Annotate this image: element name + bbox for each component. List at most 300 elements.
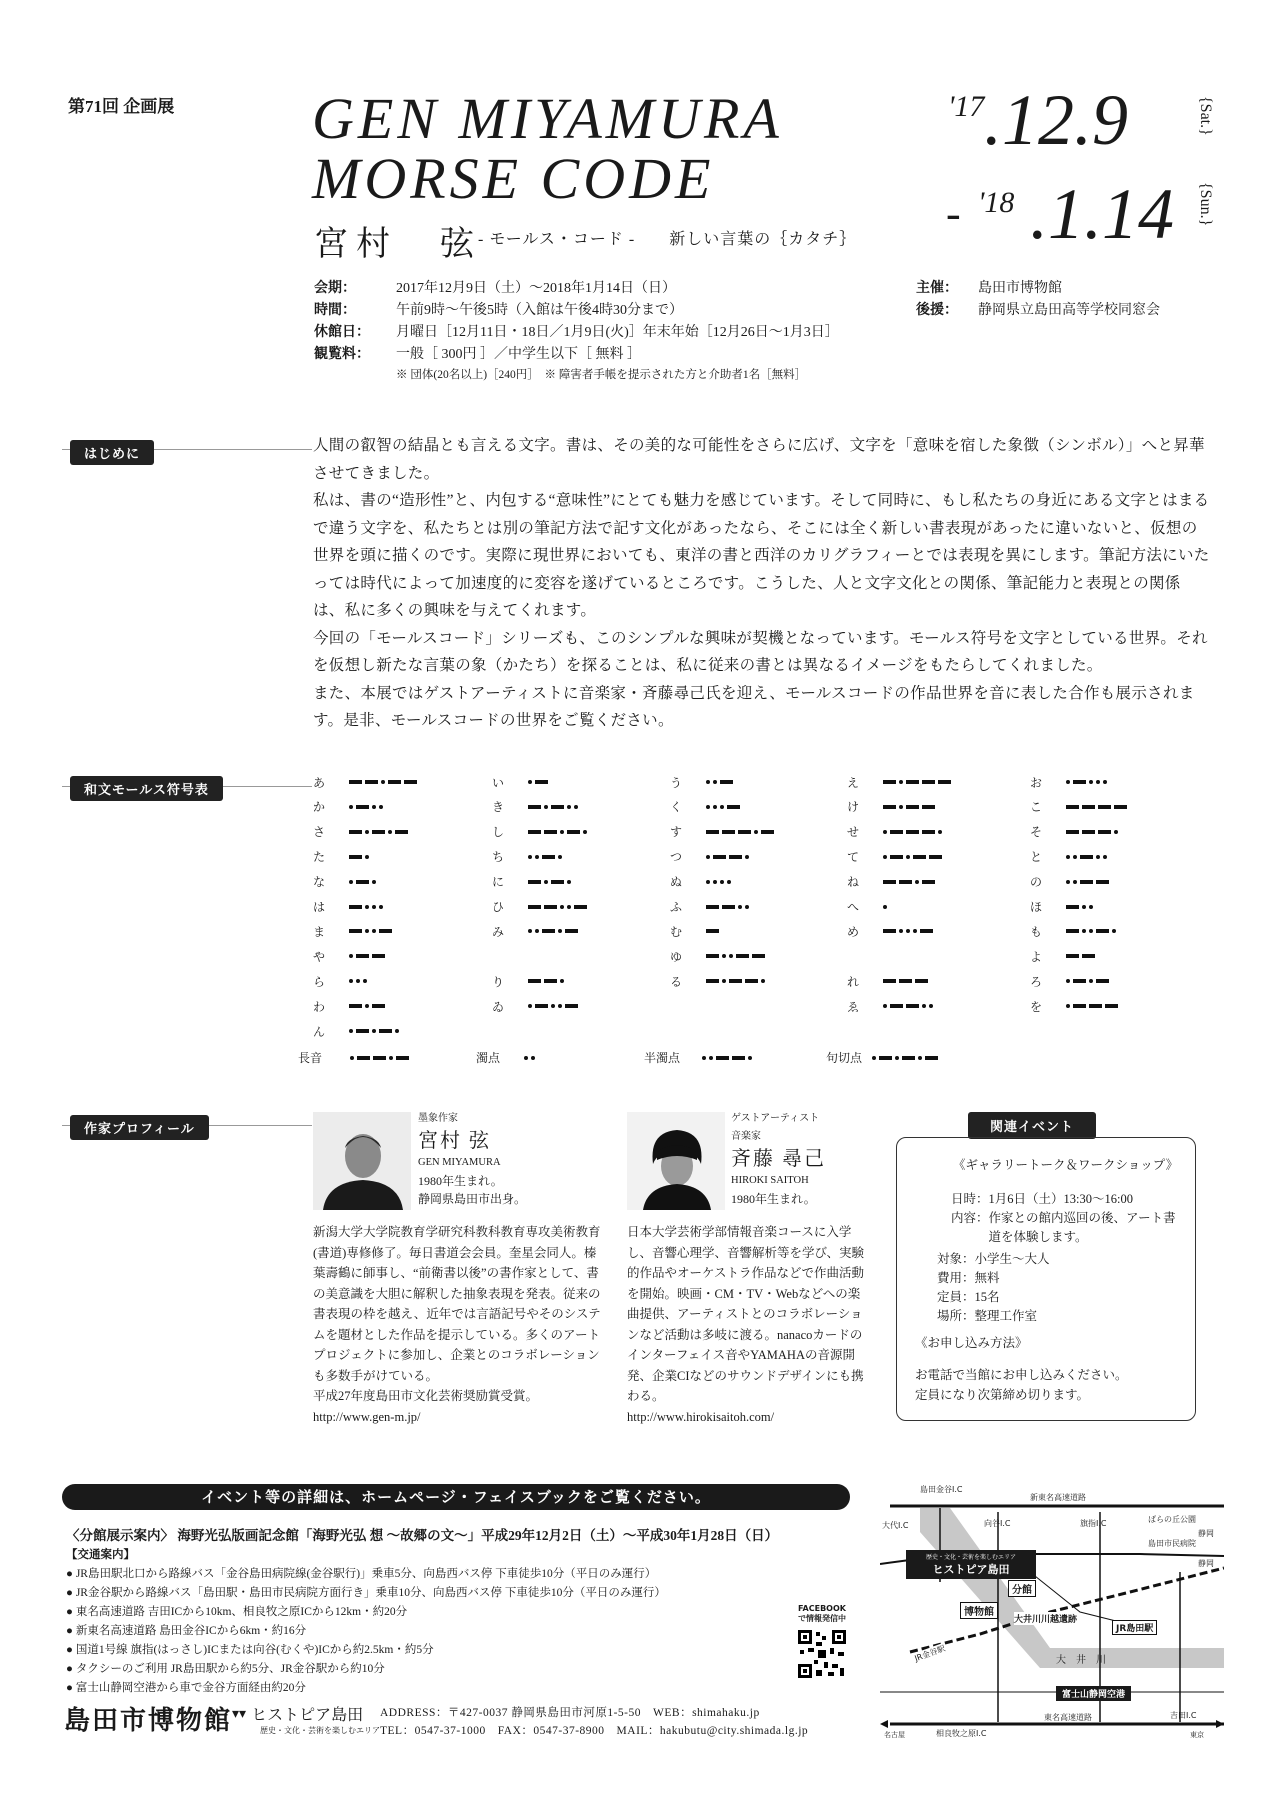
facebook-line-1: FACEBOOK [798,1604,846,1613]
artist-bio-text: 新潟大学大学院教育学研究科教科教育専攻美術教育(書道)専修修了。毎日書道会会員。奎星会同人。榛葉壽鶴に師事し、“前衛書以後”の書作家として、書の美意識を大胆に解釈した抽象表現を発表。従来の書表現の枠を越え、近年では言語記号やそのシステムを題材とした作品を提示している。多くのアートプロジェクトに参加し、企業とのコラボレーションも多数手がけている。 [313,1225,601,1383]
morse-dash [356,880,369,884]
morse-dash [542,855,555,859]
morse-dash [365,780,378,784]
access-item: ● JR島田駅北口から路線バス「金谷島田病院線(金谷駅行)」乗車5分、向島西バス停 下車徒歩10分（平日のみ運行） [66,1568,657,1580]
map-label-shimada-kanaya-ic: 島田金谷I.C [920,1485,963,1494]
morse-dot [365,905,369,909]
branch-info: 〈分館展示案内〉 海野光弘版画記念館「海野光弘 想 ～故郷の文～」平成29年12月2日（土）～平成30年1月28日（日） [66,1528,779,1543]
morse-kana: こ [1030,800,1043,815]
map-histopia-tag: 歴史・文化・芸術を楽しむエリア [925,1554,1016,1561]
morse-code [706,954,765,958]
morse-kana: け [847,800,860,815]
morse-dot [1103,780,1107,784]
morse-entry [847,823,942,841]
morse-code [1066,954,1095,958]
morse-dash [395,830,408,834]
morse-dot [906,855,910,859]
morse-kana: せ [847,825,860,840]
qr-code[interactable] [798,1630,846,1678]
morse-dash [1080,855,1093,859]
morse-dash [1066,929,1079,933]
morse-dot [706,780,710,784]
morse-code [706,905,749,909]
morse-kana: ほ [1030,900,1043,914]
morse-kana: つ [670,850,683,865]
morse-dot [1089,905,1093,909]
morse-dash [1082,805,1095,809]
morse-dash [720,780,733,784]
morse-dash [528,979,541,983]
morse-entry [1030,823,1118,841]
event-apply-title: 《お申し込み方法》 [915,1336,1028,1350]
morse-kana: い [492,775,505,790]
morse-entry [847,972,928,990]
morse-entry [847,922,933,940]
morse-entry [313,972,367,990]
morse-dash [396,1056,409,1060]
guest-name-en: HIROKI SAITOH [731,1175,809,1186]
morse-dash [1082,830,1095,834]
date-end-year: '18 [978,186,1015,219]
morse-code [528,805,578,809]
morse-kana: ひ [492,900,505,914]
subtitle: - モールス・コード - 新しい言葉の｛カタチ｝ [478,231,857,248]
map-label-oiwake-ic: 大代I.C [882,1521,909,1530]
morse-dot [528,1004,532,1008]
morse-dot [1089,929,1093,933]
morse-dash [922,780,935,784]
morse-entry [670,798,740,816]
event-label: 関連イベント [968,1112,1096,1139]
morse-entry [670,873,731,891]
morse-dash [356,805,369,809]
morse-dot [1089,780,1093,784]
morse-dot [883,855,887,859]
morse-dot [883,905,887,909]
morse-dash [1073,1004,1086,1008]
morse-entry [313,922,392,940]
morse-dot [349,1029,353,1033]
morse-dot [535,929,539,933]
morse-dash [883,780,896,784]
morse-dot [745,905,749,909]
morse-code [528,905,587,909]
morse-dash [883,805,896,809]
access-item: ● 富士山静岡空港から車で金谷方面経由約20分 [66,1682,306,1694]
organizer-label: 主催： [916,281,958,296]
morse-kana: 句切点 [826,1051,863,1066]
morse-dash [1089,1004,1102,1008]
intro-paragraph: 人間の叡智の結晶とも言える文字。書は、その美的な可能性をさらに広げ、文字を「意味を宿した象徴（シンボル）」へと昇華させてきました。 [313,437,1205,482]
morse-entry [847,997,933,1015]
morse-dash [1066,954,1079,958]
morse-dot [560,905,564,909]
morse-dash [1066,905,1079,909]
morse-entry [670,922,719,940]
morse-code [1066,979,1109,983]
morse-code [1066,830,1118,834]
morse-entry [313,823,408,841]
map-label-bunkan: 分館 [1008,1580,1036,1597]
morse-kana: ふ [670,900,683,914]
morse-code [1066,780,1107,784]
guest-url[interactable]: http://www.hirokisaitoh.com/ [627,1409,775,1424]
support-value: 静岡県立島田高等学校同窓会 [978,303,1160,318]
exhibition-number: 第71回 企画展 [68,97,175,116]
morse-dot [372,1029,376,1033]
morse-dot [558,929,562,933]
morse-entry [1030,848,1107,866]
morse-dot [706,805,710,809]
morse-dot [528,855,532,859]
morse-dash [722,830,735,834]
address-line: ADDRESS：〒427-0037 静岡県島田市河原1-5-50 WEB：shimahaku.jp [380,1707,760,1719]
morse-dash [745,979,758,983]
morse-dash [574,905,587,909]
morse-entry [1030,873,1109,891]
morse-dash [899,880,912,884]
morse-kana: ろ [1030,974,1043,989]
morse-dot [365,929,369,933]
morse-dash [922,880,935,884]
morse-code [349,1004,385,1008]
intro-paragraph: また、本展ではゲストアーティストに音楽家・斉藤尋己氏を迎え、モールスコードの作品世界を音に表した合作も展示されます。是非、モールスコードの世界をご覧ください。 [313,684,1195,729]
morse-dot [906,929,910,933]
morse-dot [583,830,587,834]
morse-dash [883,979,896,983]
morse-code [1066,905,1093,909]
morse-dot [1066,880,1070,884]
facebook-label [792,1604,852,1624]
morse-dash [1105,1004,1118,1008]
morse-dot [713,780,717,784]
morse-code [349,780,417,784]
morse-dot [363,979,367,983]
map-label-tokyo: 東京 [1190,1731,1204,1739]
event-target-value: 小学生～大人 [974,1252,1050,1266]
morse-dash [1096,880,1109,884]
morse-kana: お [1030,775,1043,790]
morse-kana: る [670,974,683,989]
artist-name: 宮村 弦 [418,1130,491,1152]
artist-name-en: GEN MIYAMURA [418,1157,501,1168]
guest-info [731,1110,826,1208]
morse-dot [349,954,353,958]
access-item: ● 国道1号線 旗指(はっさし)ICまたは向谷(むくや)ICから約2.5km・約5分 [66,1644,434,1656]
morse-code [883,805,935,809]
morse-kana: し [492,825,505,840]
organizer-info [916,278,1216,322]
morse-dash [1080,880,1093,884]
morse-code [706,929,719,933]
morse-dash [388,780,401,784]
morse-dash [535,780,548,784]
access-info [66,1546,806,1698]
morse-dash [706,830,719,834]
hours-value: 午前9時～午後5時（入館は午後4時30分まで） [396,303,683,318]
morse-entry [313,947,385,965]
morse-dash [938,780,951,784]
morse-code [528,855,562,859]
date-end-prefix: - [946,189,961,238]
guest-role-2: 音楽家 [731,1131,761,1142]
morse-entry [313,798,383,816]
morse-dot [381,780,385,784]
morse-code [1066,855,1107,859]
morse-dash [404,780,417,784]
morse-code [702,1056,752,1060]
morse-dot [748,1056,752,1060]
morse-entry [670,947,765,965]
event-date-label: 日時： [951,1192,989,1206]
morse-dot [754,830,758,834]
morse-dash [1096,929,1109,933]
morse-code [706,780,733,784]
intro-paragraph: 今回の「モールスコード」シリーズも、このシンプルな興味が契機となっています。モールス符号を文字としている世界。それを仮想し新たな言葉の象（かたち）を探ることは、私に従来の書とは異なるイメージをもたらしてくれました。 [313,629,1208,674]
date-end-weekday: {Sun.} [1197,182,1214,227]
morse-dash [349,830,362,834]
morse-entry [670,773,733,791]
morse-dash [890,1004,903,1008]
guest-bio [627,1222,867,1427]
morse-dot [365,830,369,834]
morse-kana: な [313,875,326,890]
morse-dot [567,805,571,809]
morse-dash [379,929,392,933]
morse-kana: く [670,800,683,815]
access-item: ● 東名高速道路 吉田ICから10km、相良牧之原ICから12km・約20分 [66,1606,408,1618]
morse-code [349,954,385,958]
morse-code [349,929,392,933]
morse-dot [1089,979,1093,983]
morse-dot [349,979,353,983]
access-item: ● JR金谷駅から路線バス「島田駅・島田市民病院方面行き」乗車10分、向島西バス停 下車徒歩10分（平日のみ運行） [66,1587,666,1599]
event-apply-line-2: 定員になり次第締め切ります。 [915,1388,1090,1402]
morse-entry [492,898,587,916]
morse-kana: む [670,924,683,939]
date-start-weekday: {Sat.} [1197,96,1214,136]
morse-dash [356,954,369,958]
morse-kana: ん [313,1024,326,1039]
morse-dot [1082,929,1086,933]
morse-dot [372,880,376,884]
access-item: ● タクシーのご利用 JR島田駅から約5分、JR金谷駅から約10分 [66,1663,385,1675]
morse-dash [729,979,742,983]
hours-label: 時間： [314,303,356,318]
morse-dash [565,929,578,933]
morse-kana: て [847,850,860,865]
artist-info [418,1110,526,1208]
morse-entry [847,798,935,816]
morse-dot [713,805,717,809]
morse-code [872,1056,938,1060]
map-label-mukoya-ic: 向谷I.C [984,1519,1011,1528]
morse-code [349,830,408,834]
morse-entry [492,922,578,940]
morse-entry [847,773,951,791]
morse-dot [551,1004,555,1008]
morse-dot [1073,855,1077,859]
morse-dot [558,1004,562,1008]
morse-dot [915,880,919,884]
morse-dot [722,954,726,958]
morse-entry [847,873,935,891]
morse-entry [492,997,578,1015]
morse-dash [706,979,719,983]
morse-dot [389,1056,393,1060]
event-title: 《ギャラリートーク＆ワークショップ》 [953,1158,1179,1172]
title-line-1: GEN MIYAMURA [312,86,783,151]
morse-dash [535,1004,548,1008]
artist-url[interactable]: http://www.gen-m.jp/ [313,1409,421,1424]
map-label-sagara-ic: 相良牧之原I.C [936,1729,987,1738]
morse-dash [1098,805,1111,809]
morse-kana: 濁点 [476,1051,501,1066]
guest-bio-text: 日本大学芸術学部情報音楽コースに入学し、音響心理学、音響解析等を学び、実験的作品やオーケストラ作品などで作曲活動を開始。映画・CM・TV・Webなどへの楽曲提供、アーティストとのコラボレーションなど活動は多岐に渡る。nanacoカードのインターフェイス音やYAMAHAの音源開発、企業CIなどのサウンドデザインにも携わる。 [627,1225,865,1403]
morse-dash [761,830,774,834]
morse-dash [906,780,919,784]
fee-value: 一般［ 300円 ］／中学生以下［ 無料 ］ [396,347,641,362]
morse-dash [922,805,935,809]
morse-dot [702,1056,706,1060]
morse-kana: え [847,775,860,790]
museum-logo: 島田市博物館 [64,1706,233,1735]
morse-entry [1030,798,1127,816]
morse-dot [379,805,383,809]
support-label: 後援： [916,303,958,318]
morse-dot [535,855,539,859]
morse-dash [349,855,362,859]
morse-entry [670,823,774,841]
morse-dot [349,880,353,884]
map-label-barano-oka: ばらの丘公園 [1148,1515,1196,1524]
access-title: 【交通案内】 [66,1549,135,1561]
morse-kana: れ [847,974,860,989]
morse-code [883,830,942,834]
morse-kana: ゐ [492,999,505,1014]
event-capacity-value: 15名 [974,1290,1000,1304]
access-map [880,1472,1224,1740]
morse-code [883,979,928,983]
morse-kana: め [847,924,860,939]
morse-entry [492,823,587,841]
map-label-tomei: 東名高速道路 [1044,1713,1092,1722]
morse-kana: ち [492,850,505,865]
morse-dot [720,880,724,884]
morse-code [349,905,383,909]
facebook-line-2: で情報発信中 [798,1614,846,1623]
morse-code [1066,880,1109,884]
closed-label: 休館日： [314,325,370,340]
histopia-tagline: 歴史・文化・芸術を楽しむエリア [260,1726,380,1735]
intro-paragraph: 私は、書の“造形性”と、内包する“意味性”にとても魅力を感じています。そして同時に、もし私たちの身近にある文字とはまるで違う文字を、私たちとは別の筆記方法で記す文化があったなら、そこには全く新しい書表現があったに違いないと、仮想の世界を頭に描くのです。実際に現世界においても、東洋の書と西洋のカリグラフィーとでは表現を異にします。筆記方法にいたっては時代によって加速度的に変容を遂げているところです。こうした、人と文字文化との関係、筆記能力と表現との関係は、私に多くの興味を与えてくれます。 [313,492,1210,619]
morse-dot [388,830,392,834]
morse-dash [1082,954,1095,958]
date-start-year: '17 [948,90,985,123]
morse-extra-entry [826,1049,938,1067]
map-label-kanaya-station: JR金谷駅 [913,1643,947,1664]
morse-code [706,880,731,884]
morse-dash [551,880,564,884]
event-box [896,1137,1196,1421]
morse-code [528,880,571,884]
artist-role: 墨象作家 [418,1113,458,1124]
morse-kana: ら [313,974,326,989]
morse-dash [1066,830,1079,834]
morse-dash [879,1056,892,1060]
map-histopia-banner [906,1550,1036,1579]
morse-dash [1066,805,1079,809]
morse-dot [574,805,578,809]
morse-dot [528,780,532,784]
morse-code [349,979,367,983]
morse-code [349,1029,399,1033]
closed-value: 月曜日［12月11日・18日／1月9日(火)］年末年始［12月26日～1月3日］ [396,325,839,340]
map-label-shin-tomei: 新東名高速道路 [1030,1493,1086,1502]
organizer-value: 島田市博物館 [978,281,1062,296]
morse-kana: を [1030,999,1043,1014]
morse-dot [895,1056,899,1060]
footer-banner: イベント等の詳細は、ホームページ・フェイスブックをご覧ください。 [62,1484,850,1510]
artist-photo [313,1112,411,1210]
event-apply-line-1: お電話で当館にお申し込みください。 [915,1368,1128,1382]
event-content-label: 内容： [951,1211,989,1225]
morse-dash [922,830,935,834]
title-japanese: 宮村 弦 [314,226,482,263]
morse-code [524,1056,535,1060]
morse-dot [922,1004,926,1008]
morse-code [706,830,774,834]
morse-code [528,929,578,933]
morse-entry [1030,898,1093,916]
morse-dash [542,929,555,933]
morse-dot [1096,780,1100,784]
morse-dot [1066,1004,1070,1008]
morse-dash [379,1029,392,1033]
morse-code [883,780,951,784]
event-content-value: 作家との館内巡回の後、アート書道を体験します。 [988,1211,1176,1244]
morse-dash [890,855,903,859]
morse-entry [492,848,562,866]
morse-dash [528,805,541,809]
morse-extra-entry [298,1049,409,1067]
morse-label: 和文モールス符号表 [70,776,223,801]
morse-kana: ま [313,924,326,939]
morse-dash [913,855,926,859]
morse-dash [727,805,740,809]
morse-entry [313,848,369,866]
morse-dash [551,805,564,809]
morse-entry [847,898,887,916]
morse-entry [1030,947,1095,965]
morse-code [706,979,765,983]
morse-code [1066,1004,1118,1008]
contact-line: TEL：0547-37-1000 FAX：0547-37-8900 MAIL：hakubutu@city.shimada.lg.jp [380,1725,809,1737]
morse-dot [528,929,532,933]
map-label-shizuoka-2: 静岡 [1198,1559,1214,1568]
morse-dot [372,805,376,809]
morse-dash [915,979,928,983]
morse-dash [544,905,557,909]
map-label-nagoya: 名古屋 [884,1731,905,1739]
morse-kana: は [313,900,326,914]
map-label-hatasashi-ic: 旗指I.C [1080,1519,1107,1528]
morse-dash [729,855,742,859]
morse-code [350,1056,409,1060]
morse-dash [890,830,903,834]
guest-born: 1980年生まれ。 [731,1192,816,1206]
morse-dot [1073,880,1077,884]
